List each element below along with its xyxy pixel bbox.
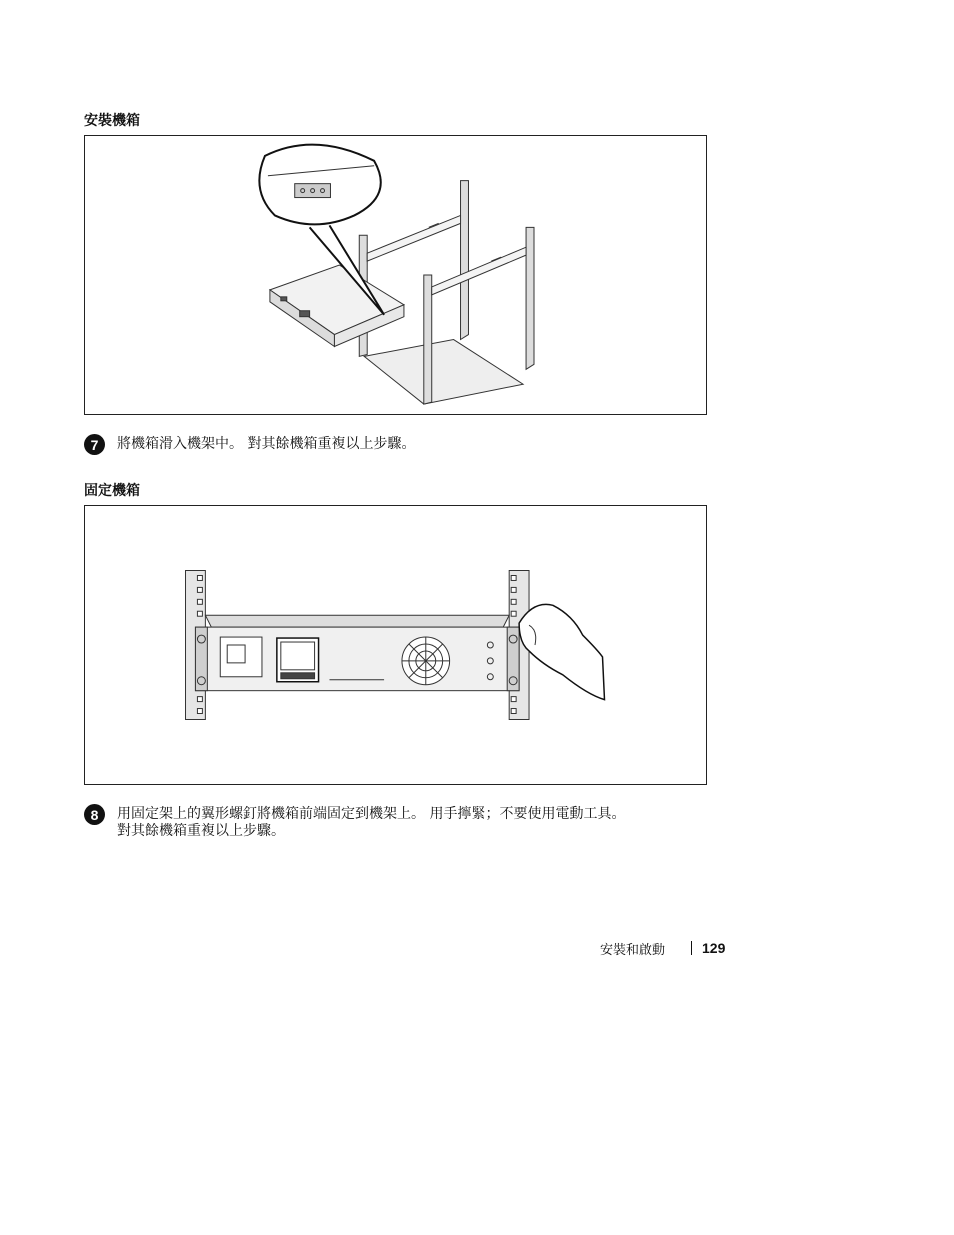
footer-separator [691, 941, 692, 955]
rack-install-figure [84, 135, 707, 415]
rack-secure-figure [84, 505, 707, 785]
step-number-badge: 8 [84, 804, 105, 825]
page-footer [600, 938, 740, 958]
step-7 [84, 434, 724, 455]
step-text-line: 用固定架上的翼形螺釘將機箱前端固定到機架上。 用手擰緊；不要使用電動工具。 [117, 806, 626, 822]
step-8-text [117, 804, 625, 840]
page-number: 129 [702, 940, 726, 956]
step-text-line: 將機箱滑入機架中。 對其餘機箱重複以上步驟。 [117, 436, 416, 452]
rack-secure-illustration [85, 506, 706, 784]
step-text-line: 對其餘機箱重複以上步驟。 [117, 823, 285, 839]
section-heading-install: 安裝機箱 [84, 113, 140, 129]
section-heading-secure: 固定機箱 [84, 483, 140, 499]
step-8 [84, 804, 724, 840]
step-7-text [117, 434, 415, 453]
step-number-badge: 7 [84, 434, 105, 455]
rack-install-illustration [85, 136, 706, 414]
footer-section-title: 安裝和啟動 [600, 942, 666, 958]
